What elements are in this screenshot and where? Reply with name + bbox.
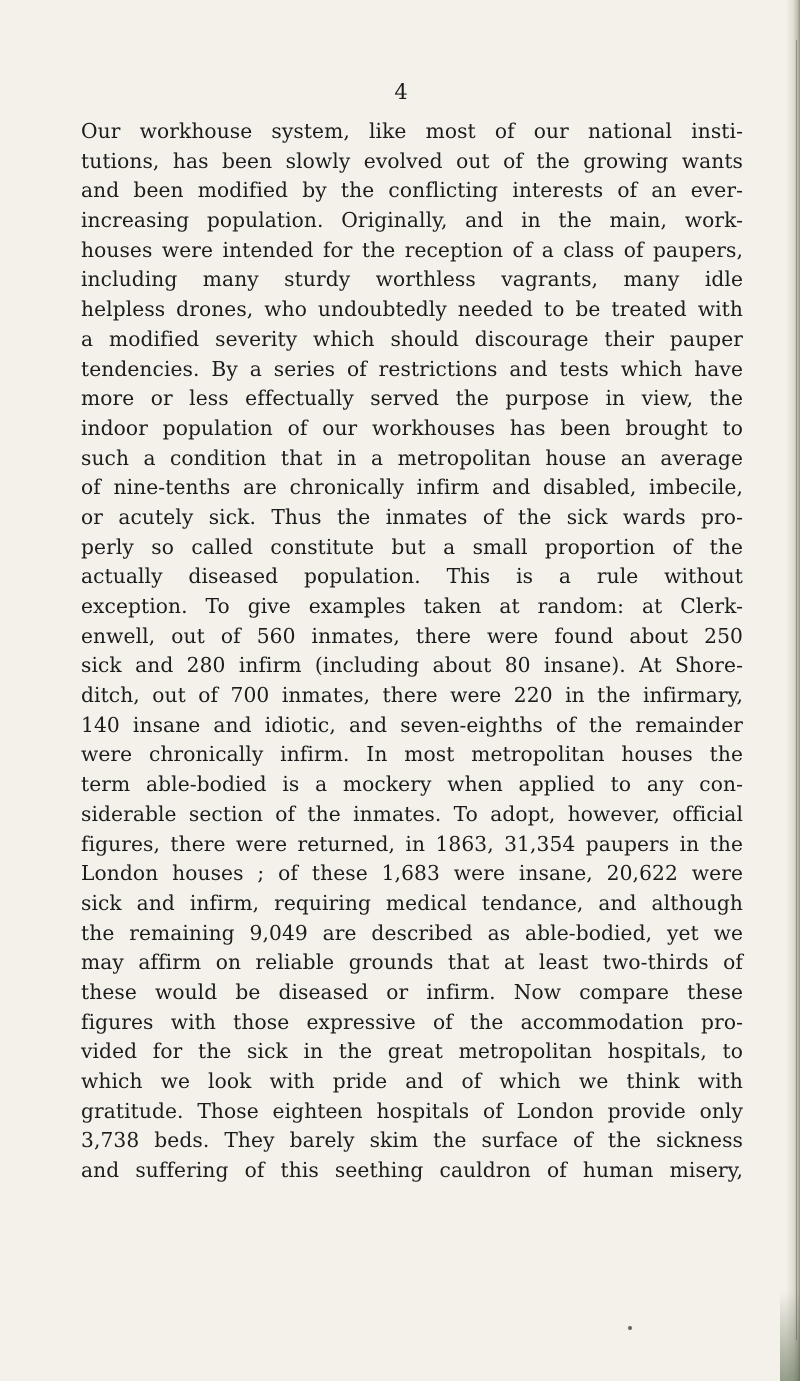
- text-line: vided for the sick in the great metropolitan hospitals, to: [81, 1039, 743, 1064]
- text-line: sick and infirm, requiring medical tendance, and although: [81, 890, 743, 915]
- text-line: including many sturdy worthless vagrants, many idle: [81, 267, 743, 292]
- text-line: Our workhouse system, like most of our national insti-: [81, 119, 743, 143]
- text-line: 140 insane and idiotic, and seven-eighths of the remainder: [81, 712, 743, 737]
- text-line: gratitude. Those eighteen hospitals of London provide only: [81, 1098, 743, 1123]
- text-line: these would be diseased or infirm. Now compare these: [81, 979, 743, 1004]
- text-line: London houses ; of these 1,683 were insane, 20,622 were: [81, 861, 743, 886]
- text-line: figures, there were returned, in 1863, 31,354 paupers in the: [81, 831, 743, 856]
- text-line: enwell, out of 560 inmates, there were found about 250: [81, 623, 743, 648]
- text-line: increasing population. Originally, and in the main, work-: [81, 208, 743, 233]
- text-line: tutions, has been slowly evolved out of the growing wants: [81, 148, 743, 173]
- text-line: perly so called constitute but a small proportion of the: [81, 534, 743, 559]
- text-line: ditch, out of 700 inmates, there were 220 in the infirmary,: [81, 683, 743, 708]
- page-number: 4: [394, 80, 408, 104]
- text-line: the remaining 9,049 are described as able-bodied, yet we: [81, 920, 743, 945]
- text-line: tendencies. By a series of restrictions and tests which have: [81, 356, 743, 381]
- text-line: which we look with pride and of which we think with: [81, 1069, 743, 1093]
- page-binding-edge: [786, 0, 800, 1381]
- text-line: and suffering of this seething cauldron of human misery,: [81, 1158, 743, 1183]
- text-line: or acutely sick. Thus the inmates of the sick wards pro-: [81, 504, 743, 529]
- text-line: indoor population of our workhouses has been brought to: [81, 415, 743, 440]
- text-line: 3,738 beds. They barely skim the surface of the sickness: [81, 1128, 743, 1153]
- text-line: may affirm on reliable grounds that at least two-thirds of: [81, 950, 743, 975]
- text-line: were chronically infirm. In most metropolitan houses the: [81, 742, 743, 767]
- page-edge-line: [796, 40, 797, 1340]
- text-line: more or less effectually served the purpose in view, the: [81, 386, 743, 411]
- page-corner-shadow: [780, 1291, 800, 1381]
- text-line: figures with those expressive of the accommodation pro-: [81, 1009, 743, 1034]
- text-line: actually diseased population. This is a rule without: [81, 564, 743, 589]
- text-line: exception. To give examples taken at random: at Clerk-: [81, 594, 743, 618]
- text-line: a modified severity which should discourage their pauper: [81, 326, 743, 351]
- text-line: helpless drones, who undoubtedly needed to be treated with: [81, 297, 743, 322]
- text-line: sick and 280 infirm (including about 80 insane). At Shore-: [81, 653, 743, 678]
- body-paragraph: [81, 117, 743, 1186]
- text-line: of nine-tenths are chronically infirm and disabled, imbecile,: [81, 475, 743, 500]
- text-line: such a condition that in a metropolitan house an average: [81, 445, 743, 470]
- text-line: term able-bodied is a mockery when applied to any con-: [81, 772, 743, 797]
- text-line: and been modified by the conflicting interests of an ever-: [81, 178, 743, 203]
- text-line: siderable section of the inmates. To adopt, however, official: [81, 801, 743, 826]
- ink-speck: [628, 1326, 632, 1330]
- text-line: houses were intended for the reception of a class of paupers,: [81, 237, 743, 262]
